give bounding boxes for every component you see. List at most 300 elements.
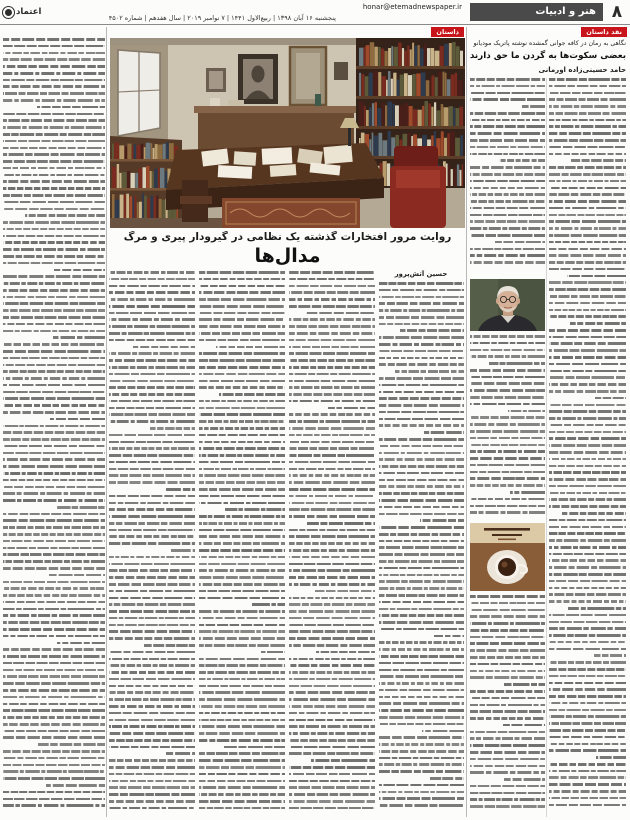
book-spine — [388, 131, 391, 156]
text-line — [109, 454, 195, 457]
text-line — [549, 417, 626, 420]
text-line — [199, 305, 285, 308]
text-line — [219, 393, 285, 396]
critique-section-label: نقد داستان — [581, 27, 627, 37]
text-line — [3, 431, 105, 434]
text-line — [379, 784, 464, 787]
text-line — [549, 390, 626, 393]
text-line — [3, 730, 105, 733]
text-line — [379, 418, 464, 421]
book-spine — [139, 202, 142, 218]
text-line — [199, 630, 285, 633]
book-spine — [438, 72, 442, 96]
text-line — [470, 382, 545, 385]
text-line — [289, 332, 375, 335]
book-spine — [162, 200, 165, 218]
text-line — [109, 312, 195, 315]
text-line — [3, 513, 105, 516]
text-line — [549, 505, 626, 508]
text-line — [199, 495, 285, 498]
book-spine — [449, 43, 452, 66]
text-line — [549, 193, 626, 196]
text-line — [549, 668, 626, 671]
text-line — [289, 725, 375, 728]
text-line — [3, 289, 105, 292]
text-line — [549, 573, 626, 576]
text-line — [289, 569, 375, 572]
text-line — [549, 105, 626, 108]
book-spine — [399, 105, 403, 126]
portrait-photo — [470, 279, 545, 331]
book-spine — [364, 47, 366, 66]
text-line — [379, 513, 464, 516]
text-line — [199, 386, 285, 389]
text-line — [199, 766, 285, 769]
text-line — [289, 685, 375, 688]
book-spine — [435, 77, 438, 96]
text-line — [549, 437, 626, 440]
text-line — [109, 569, 195, 572]
book-spine — [359, 73, 361, 96]
text-line — [3, 201, 105, 204]
text-line — [470, 629, 545, 632]
text-line — [470, 771, 545, 774]
book-spine — [428, 104, 431, 127]
text-line — [199, 359, 285, 362]
text-line — [3, 750, 105, 753]
text-line — [470, 595, 545, 598]
text-line — [470, 609, 545, 612]
text-line — [3, 621, 105, 624]
text-line — [3, 52, 105, 55]
text-line — [379, 587, 464, 590]
text-line — [3, 221, 105, 224]
text-line — [199, 732, 285, 735]
text-line — [470, 234, 545, 237]
text-line — [109, 522, 195, 525]
text-line — [109, 800, 195, 803]
book-spine — [449, 106, 453, 126]
text-line — [549, 485, 626, 488]
book-cover — [470, 523, 545, 591]
text-line — [3, 499, 105, 502]
text-line — [549, 614, 626, 617]
text-line — [261, 651, 285, 654]
text-line — [311, 759, 375, 762]
text-line — [199, 576, 285, 579]
book-spine — [151, 143, 153, 159]
text-line — [3, 140, 105, 143]
text-line — [549, 702, 626, 705]
text-line — [549, 797, 626, 800]
text-line — [379, 357, 464, 360]
text-line — [549, 465, 626, 468]
text-line — [199, 373, 285, 376]
text-line — [3, 628, 105, 631]
text-line — [109, 759, 195, 762]
text-line — [470, 139, 545, 142]
text-line — [549, 268, 626, 271]
book-spine — [421, 72, 426, 96]
text-line — [470, 403, 545, 406]
text-line — [289, 305, 375, 308]
text-line — [109, 807, 195, 810]
text-line — [289, 752, 375, 755]
book-spine — [144, 196, 147, 218]
text-line — [3, 553, 105, 556]
text-line — [3, 465, 105, 468]
text-line — [199, 447, 285, 450]
text-line — [549, 715, 626, 718]
text-line — [289, 597, 375, 600]
text-line — [470, 98, 545, 101]
text-line — [3, 180, 105, 183]
book-spine — [126, 194, 129, 218]
text-line — [379, 424, 464, 427]
book-spine — [431, 48, 435, 66]
text-line — [549, 281, 626, 284]
text-line — [549, 336, 626, 339]
text-line — [3, 370, 105, 373]
text-line — [549, 200, 626, 203]
text-line — [252, 603, 285, 606]
book-spine — [127, 171, 130, 188]
text-line — [379, 506, 464, 509]
text-line — [224, 746, 285, 749]
text-line — [395, 370, 464, 373]
text-line — [289, 441, 375, 444]
story-body-column — [379, 282, 464, 817]
text-line — [3, 723, 105, 726]
book-spine — [372, 103, 374, 126]
book-spine — [150, 196, 153, 218]
book-spine — [112, 194, 115, 218]
text-line — [596, 756, 626, 759]
text-line — [289, 380, 375, 383]
text-line — [109, 637, 195, 640]
book-spine — [374, 47, 378, 66]
text-line — [289, 400, 375, 403]
text-line — [199, 780, 285, 783]
text-line — [499, 159, 545, 162]
text-line — [3, 709, 105, 712]
text-line — [549, 153, 626, 156]
text-line — [3, 119, 105, 122]
text-line — [199, 535, 285, 538]
text-line — [289, 698, 375, 701]
book-spine — [155, 144, 158, 159]
text-line — [3, 174, 105, 177]
text-line — [109, 285, 195, 288]
text-line — [109, 305, 195, 308]
text-line — [549, 790, 626, 793]
text-line — [379, 669, 464, 672]
text-line — [57, 642, 105, 645]
text-line — [549, 309, 626, 312]
text-line — [549, 736, 626, 739]
book-spine — [451, 169, 453, 186]
book-spine — [119, 145, 124, 159]
text-line — [3, 547, 105, 550]
book-spine — [444, 107, 449, 126]
text-line — [562, 512, 626, 515]
column-divider — [106, 27, 107, 817]
text-line — [549, 553, 626, 556]
text-line — [495, 241, 545, 244]
text-line — [549, 709, 626, 712]
text-line — [307, 522, 375, 525]
text-line — [109, 400, 195, 403]
text-line — [199, 434, 285, 437]
text-line — [3, 425, 105, 428]
text-line — [567, 275, 626, 278]
header-rule — [0, 24, 630, 25]
text-line — [316, 651, 375, 654]
book-spine — [124, 194, 126, 218]
text-line — [109, 515, 195, 518]
text-line — [289, 583, 375, 586]
book-spine — [457, 80, 462, 96]
book-spine — [361, 74, 364, 96]
text-line — [549, 580, 626, 583]
text-line — [470, 792, 545, 795]
book-spine — [359, 101, 364, 126]
text-line — [549, 539, 626, 542]
text-line — [109, 630, 195, 633]
text-line — [379, 702, 464, 705]
text-line — [199, 583, 285, 586]
text-line — [3, 804, 105, 807]
book-spine — [455, 73, 457, 96]
text-line — [109, 508, 195, 511]
text-line — [199, 685, 285, 688]
text-line — [289, 610, 375, 613]
text-line — [289, 664, 375, 667]
text-line — [570, 322, 626, 325]
text-line — [109, 739, 195, 742]
text-line — [109, 332, 195, 335]
book-spine — [426, 80, 430, 96]
text-line — [3, 92, 105, 95]
text-line — [549, 478, 626, 481]
text-line — [434, 635, 464, 638]
text-line — [199, 529, 285, 532]
book-spine — [127, 144, 131, 159]
text-line — [289, 739, 375, 742]
text-line — [289, 515, 375, 518]
text-line — [109, 691, 195, 694]
text-line — [3, 309, 105, 312]
book-spine — [122, 172, 127, 188]
text-line — [549, 119, 626, 122]
book-spine — [120, 195, 124, 218]
text-line — [379, 757, 464, 760]
text-line — [289, 271, 375, 274]
text-line — [199, 474, 285, 477]
text-line — [199, 488, 285, 491]
text-line — [199, 664, 285, 667]
book-spine — [150, 171, 152, 188]
text-line — [199, 793, 285, 796]
text-line — [199, 773, 285, 776]
text-line — [3, 696, 105, 699]
text-line — [109, 441, 195, 444]
text-line — [549, 410, 626, 413]
book-spine — [432, 76, 435, 97]
text-line — [422, 730, 464, 733]
text-line — [199, 468, 285, 471]
book-spine — [430, 78, 432, 96]
text-line — [3, 248, 105, 251]
book-spine — [393, 73, 396, 96]
book-spine — [359, 48, 363, 66]
text-line — [3, 540, 105, 543]
story-title: مدال‌ها — [254, 245, 321, 267]
text-line — [3, 757, 105, 760]
book-spine — [135, 173, 138, 188]
text-line — [289, 413, 375, 416]
text-line — [109, 366, 195, 369]
book-spine — [409, 106, 413, 126]
text-line — [109, 380, 195, 383]
text-line — [109, 773, 195, 776]
text-line — [109, 786, 195, 789]
text-line — [289, 603, 375, 606]
book-spine — [456, 108, 460, 126]
text-line — [50, 418, 105, 421]
text-line — [379, 485, 464, 488]
book-spine — [135, 196, 137, 218]
book-spine — [444, 138, 447, 156]
book-spine — [147, 199, 150, 218]
text-line — [3, 798, 105, 801]
text-line — [109, 420, 195, 423]
text-line — [470, 477, 545, 480]
text-line — [379, 770, 464, 773]
text-line — [289, 481, 375, 484]
text-line — [3, 472, 105, 475]
book-spine — [377, 108, 381, 126]
text-line — [3, 533, 105, 536]
text-line — [470, 153, 545, 156]
text-line — [549, 641, 626, 644]
text-line — [430, 777, 464, 780]
book-spine — [404, 51, 407, 66]
text-line — [289, 549, 375, 552]
text-line — [3, 147, 105, 150]
text-line — [199, 698, 285, 701]
book-spine — [450, 131, 455, 156]
book-spine — [451, 75, 455, 97]
text-line — [109, 617, 195, 620]
book-spine — [400, 75, 404, 96]
text-line — [379, 445, 464, 448]
text-line — [379, 289, 464, 292]
text-line — [289, 325, 375, 328]
text-line — [109, 298, 195, 301]
book-spine — [460, 170, 462, 186]
text-line — [379, 282, 464, 285]
text-line — [470, 437, 545, 440]
text-line — [289, 346, 375, 349]
text-line — [109, 318, 195, 321]
book-spine — [393, 104, 395, 126]
text-line — [289, 366, 375, 369]
text-line — [3, 208, 105, 211]
book-spine — [455, 138, 460, 156]
text-line — [109, 529, 195, 532]
book-spine — [146, 143, 151, 159]
text-line — [3, 662, 105, 665]
text-line — [3, 113, 105, 116]
text-line — [3, 377, 105, 380]
book-spine — [414, 46, 417, 66]
text-line — [109, 413, 195, 416]
text-line — [379, 628, 464, 631]
text-line — [306, 312, 375, 315]
text-line — [470, 642, 545, 645]
text-line — [3, 526, 105, 529]
text-line — [199, 712, 285, 715]
wall-portrait-frame — [238, 54, 278, 104]
text-line — [109, 725, 195, 728]
text-line — [379, 621, 464, 624]
text-line — [3, 445, 105, 448]
book-spine — [407, 46, 409, 66]
book-spine — [427, 48, 430, 66]
text-line — [549, 376, 626, 379]
book-spine — [460, 135, 463, 156]
text-line — [379, 655, 464, 658]
text-line — [3, 296, 105, 299]
text-line — [379, 540, 464, 543]
book-spine — [132, 146, 134, 159]
text-line — [289, 488, 375, 491]
text-line — [199, 413, 285, 416]
text-line — [109, 563, 195, 566]
window — [118, 50, 160, 136]
text-line — [3, 65, 105, 68]
book-spine — [453, 107, 455, 126]
text-line — [289, 563, 375, 566]
text-line — [470, 737, 545, 740]
text-line — [56, 506, 105, 509]
text-line — [109, 698, 195, 701]
text-line — [289, 644, 375, 647]
text-line — [289, 746, 375, 749]
text-line — [379, 601, 464, 604]
text-line — [379, 791, 464, 794]
text-line — [289, 637, 375, 640]
text-line — [199, 441, 285, 444]
text-line — [379, 675, 464, 678]
text-line — [199, 291, 285, 294]
book-spine — [366, 110, 369, 126]
text-line — [3, 72, 105, 75]
text-line — [289, 508, 375, 511]
text-line — [199, 549, 285, 552]
text-line — [109, 502, 195, 505]
text-line — [470, 484, 545, 487]
text-line — [289, 780, 375, 783]
text-line — [289, 705, 375, 708]
text-line — [549, 112, 626, 115]
author-portrait-image — [470, 279, 545, 331]
text-line — [166, 488, 195, 491]
text-line — [470, 656, 545, 659]
text-line — [3, 458, 105, 461]
text-line — [109, 793, 195, 796]
